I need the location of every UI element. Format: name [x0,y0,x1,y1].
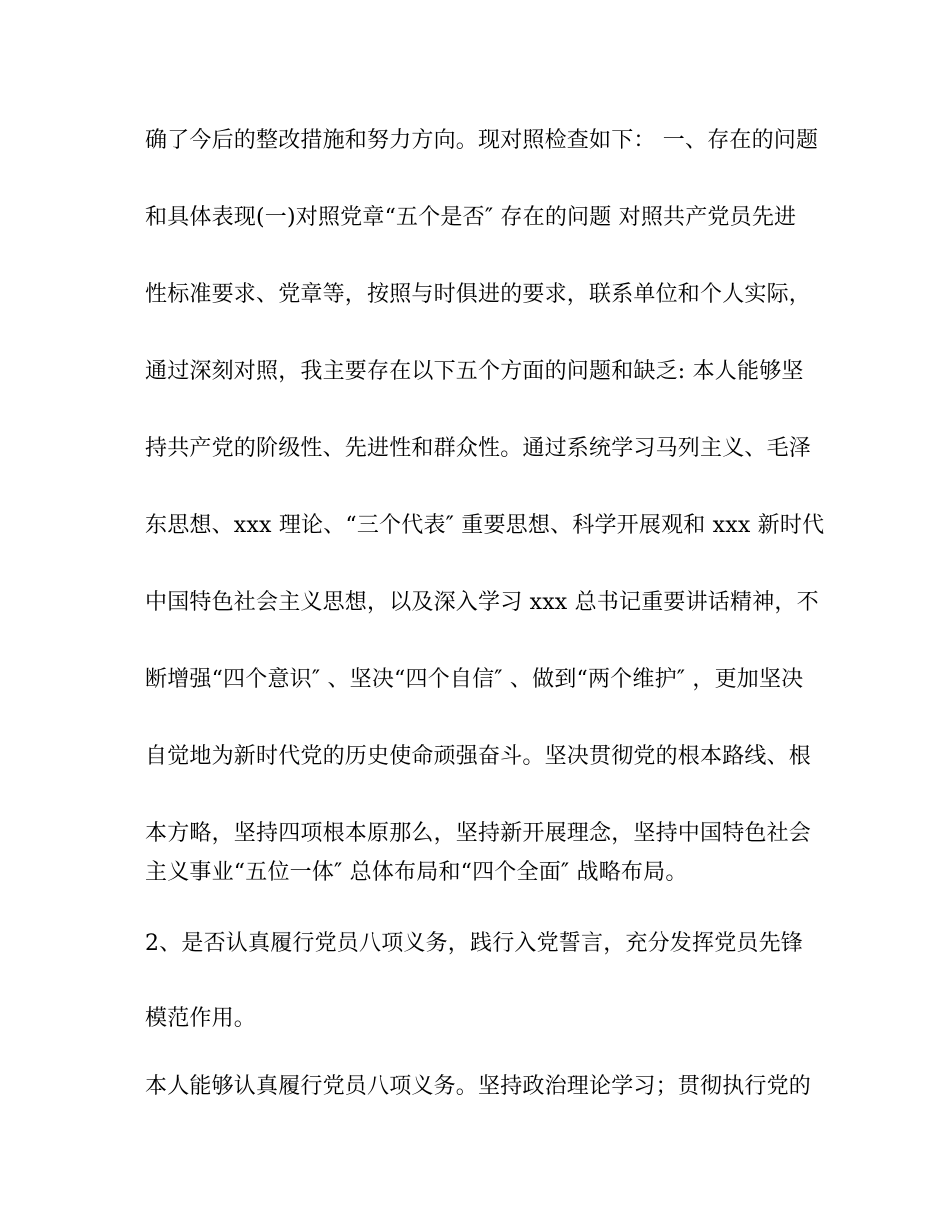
text-line-3: 性标准要求、党章等，按照与时俱进的要求，联系单位和个人实际， [145,282,812,307]
text-line-1: 确了今后的整改措施和努力方向。现对照检查如下： 一、存在的问题 [145,128,819,153]
text-line-5: 持共产党的阶级性、先进性和群众性。通过系统学习马列主义、毛泽 [145,436,812,461]
text-line-9: 自觉地为新时代党的历史使命顽强奋斗。坚决贯彻党的根本路线、根 [145,744,812,769]
text-line-14: 本人能够认真履行党员八项义务。坚持政治理论学习；贯彻执行党的 [145,1074,812,1099]
text-line-2: 和具体表现(一)对照党章“五个是否″ 存在的问题 对照共产党员先进 [145,205,797,230]
text-line-11: 主义事业“五位一体″ 总体布局和“四个全面″ 战略布局。 [145,860,688,885]
text-line-13: 模范作用。 [145,1006,257,1031]
text-line-6: 东思想、xxx 理论、“三个代表″ 重要思想、科学开展观和 xxx 新时代 [145,513,825,538]
text-line-7: 中国特色社会主义思想，以及深入学习 xxx 总书记重要讲话精神，不 [145,590,819,615]
text-line-12: 2、是否认真履行党员八项义务，践行入党誓言，充分发挥党员先锋 [145,931,803,956]
text-line-4: 通过深刻对照，我主要存在以下五个方面的问题和缺乏: 本人能够坚 [145,359,804,384]
text-line-10: 本方略，坚持四项根本原那么，坚持新开展理念，坚持中国特色社会 [145,821,812,846]
text-line-8: 断增强“四个意识″ 、坚决“四个自信″ 、做到“两个维护″ ，更加坚决 [145,667,804,692]
